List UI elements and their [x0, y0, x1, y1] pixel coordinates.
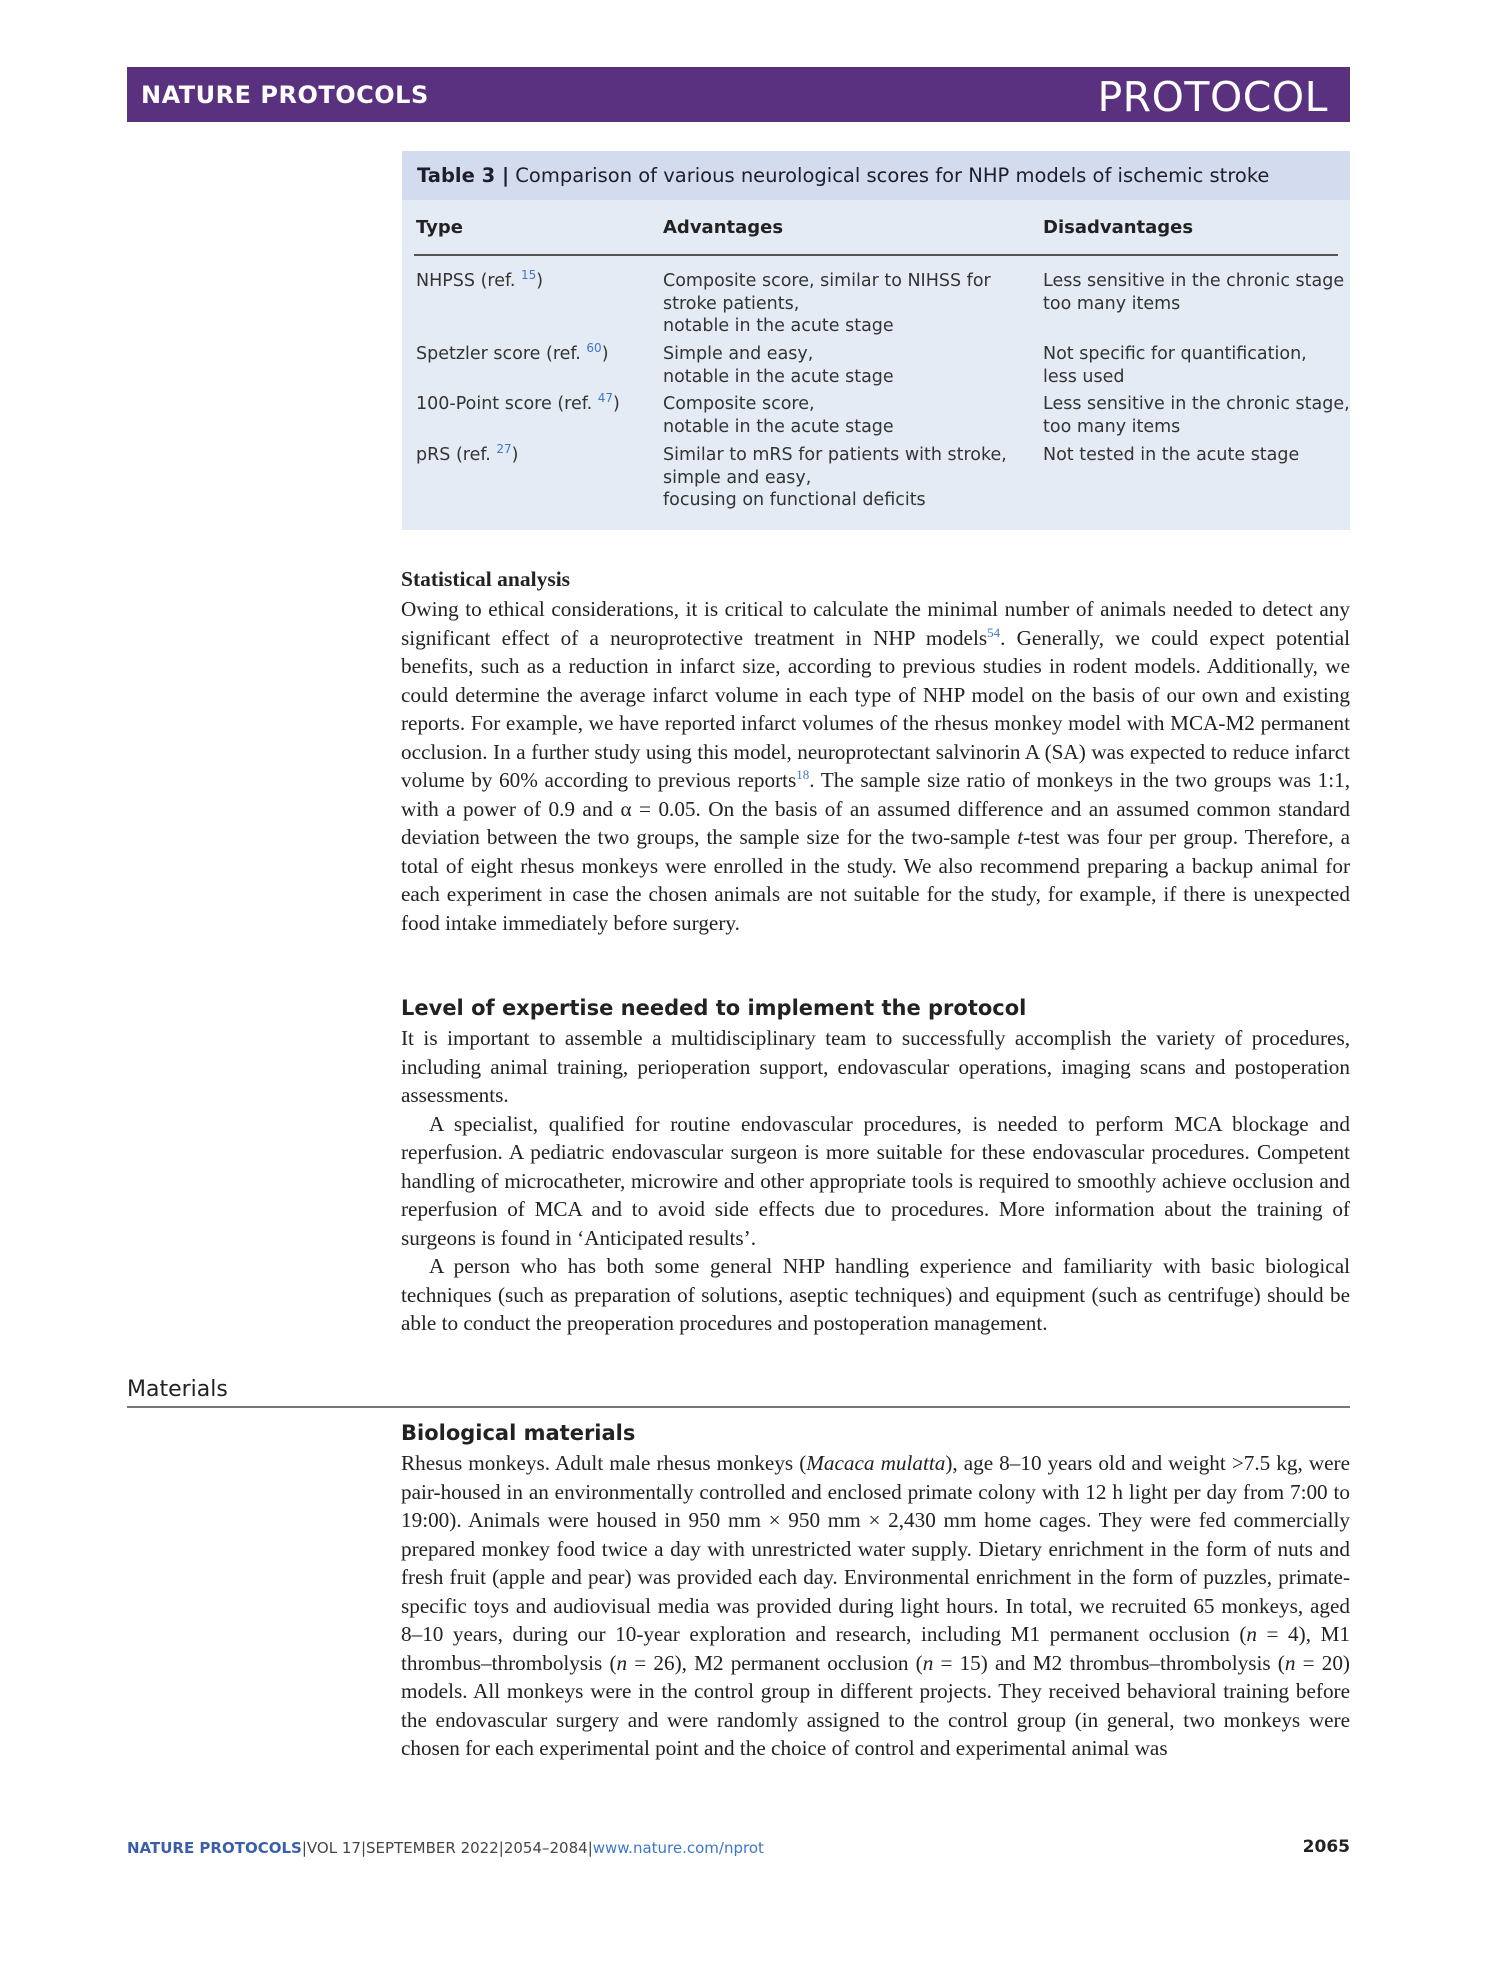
table-row-disadvantages: Not specific for quantification, less used [1043, 344, 1307, 387]
statistical-analysis-heading: Statistical analysis [401, 567, 571, 591]
paragraph: A person who has both some general NHP handling experience and familiarity with basic biological techniques (such as preparation of solutions, aseptic techniques) and equipment (such as centrifuge) should be able to conduct the preoperation procedures and postoperation management. [401, 1254, 1350, 1335]
column-header-disadvantages: Disadvantages [1043, 217, 1194, 238]
table-3 [402, 151, 1350, 530]
expertise-heading: Level of expertise needed to implement the protocol [401, 996, 1027, 1020]
journal-header-bar [127, 67, 1350, 122]
journal-name: NATURE PROTOCOLS [141, 81, 429, 109]
footer-pages: 2054–2084 [503, 1839, 588, 1857]
statistical-analysis-body: Owing to ethical considerations, it is critical to calculate the minimal number of animals needed to detect any significant effect of a neuroprotective treatment in NHP models$^{54}$. Generally, we could expect potential benefits, such as a reduction in infarct size, according to previous studies in rodent models. Additionally, we could determine the average infarct volume in each type of NHP model on the basis of our own and existing reports. For example, we have reported infarct volumes of the rhesus monkey model with MCA-M2 permanent occlusion. In a further study using this model, neuroprotectant salvinorin A (SA) was expected to reduce infarct volume by 60% according to previous reports$^{18}$. The sample size ratio of monkeys in the two groups was 1:1, with a power of 0.9 and α = 0.05. On the basis of an assumed difference and an assumed common standard deviation between the two groups, the sample size for the two-sample t-test was four per group. Therefore, a total of eight rhesus monkeys were enrolled in the study. We also recommend preparing a backup animal for each experiment in case the chosen animals are not suitable for the study, for example, if there is unexpected food intake immediately before surgery. [401, 597, 1350, 935]
table-row-disadvantages: Less sensitive in the chronic stage, too many items [1043, 394, 1350, 437]
biological-materials-body: Rhesus monkeys. Adult male rhesus monkeys (Macaca mulatta), age 8–10 years old and weight >7.5 kg, were pair-housed in an environmentally controlled and enclosed primate colony with 12 h light per day from 7:00 to 19:00). Animals were housed in 950 mm × 950 mm × 2,430 mm home cages. They were fed commercially prepared monkey food twice a day with unrestricted water supply. Dietary enrichment in the form of nuts and fresh fruit (apple and pear) was provided each day. Environmental enrichment in the form of puzzles, primate-specific toys and audiovisual media was provided during light hours. In total, we recruited 65 monkeys, aged 8–10 years, during our 10-year exploration and research, including M1 permanent occlusion (n = 4), M1 thrombus–thrombolysis (n = 26), M2 permanent occlusion (n = 15) and M2 thrombus–thrombolysis (n = 20) models. All monkeys were in the control group in different projects. They received behavioral training before the endovascular surgery and were randomly assigned to the control group (in general, two monkeys were chosen for each experimental point and the choice of control and experimental animal was [401, 1451, 1350, 1760]
table-title-bar [402, 151, 1350, 200]
citation-ref[interactable]: 27 [496, 442, 512, 457]
footer-url-link[interactable]: www.nature.com/nprot [592, 1839, 764, 1857]
footer-journal: NATURE PROTOCOLS [127, 1839, 302, 1857]
table-row-disadvantages: Not tested in the acute stage [1043, 445, 1300, 465]
table-row-advantages: Similar to mRS for patients with stroke, simple and easy, focusing on functional deficits [663, 445, 1007, 510]
biological-materials-heading: Biological materials [401, 1421, 636, 1445]
table-caption [417, 164, 1269, 187]
table-row-type: 100-Point score (ref. $^{47}$) [416, 391, 620, 414]
citation-ref[interactable]: 15 [521, 268, 537, 283]
column-header-type: Type [416, 217, 463, 238]
page-footer: NATURE PROTOCOLS|VOL 17|SEPTEMBER 2022|2054–2084|www.nature.com/nprot [127, 1839, 764, 1857]
paragraph: It is important to assemble a multidisciplinary team to successfully accomplish the variety of procedures, including animal training, perioperation support, endovascular operations, imaging scans and postoperation assessments. [401, 1026, 1350, 1107]
column-header-advantages: Advantages [663, 217, 784, 238]
citation-ref[interactable]: 47 [597, 391, 614, 406]
page-number: 2065 [1302, 1837, 1350, 1857]
table-title: Comparison of various neurological scores for NHP models of ischemic stroke [515, 164, 1270, 187]
paragraph: A specialist, qualified for routine endovascular procedures, is needed to perform MCA blockage and reperfusion. A pediatric endovascular surgeon is more suitable for these endovascular procedures. Competent handling of microcatheter, microwire and other appropriate tools is required to smoothly achieve occlusion and reperfusion of MCA and to avoid side effects due to procedures. More information about the training of surgeons is found in ‘Anticipated results’. [401, 1111, 1350, 1250]
table-label: Table 3 | [417, 164, 510, 187]
citation-ref[interactable]: 60 [586, 341, 602, 356]
section-rule [127, 1406, 1350, 1408]
citation-ref[interactable]: 54 [987, 624, 1001, 640]
table-row-advantages: Composite score, notable in the acute stage [663, 394, 894, 437]
table-header-rule [414, 254, 1338, 256]
materials-section-label: Materials [127, 1377, 228, 1402]
table-row-type: NHPSS (ref. $^{15}$) [416, 268, 544, 291]
footer-volume: VOL 17 [306, 1839, 361, 1857]
footer-date: SEPTEMBER 2022 [366, 1839, 499, 1857]
table-row-type: pRS (ref. $^{27}$) [416, 442, 519, 465]
expertise-body [401, 1024, 1350, 1338]
citation-ref[interactable]: 18 [796, 766, 810, 782]
table-row-advantages: Composite score, similar to NIHSS for stroke patients, notable in the acute stage [663, 271, 991, 336]
article-type: PROTOCOL [1097, 73, 1328, 121]
table-row-type: Spetzler score (ref. $^{60}$) [416, 341, 609, 364]
table-row-advantages: Simple and easy, notable in the acute stage [663, 344, 894, 387]
table-row-disadvantages: Less sensitive in the chronic stage too many items [1043, 271, 1345, 314]
